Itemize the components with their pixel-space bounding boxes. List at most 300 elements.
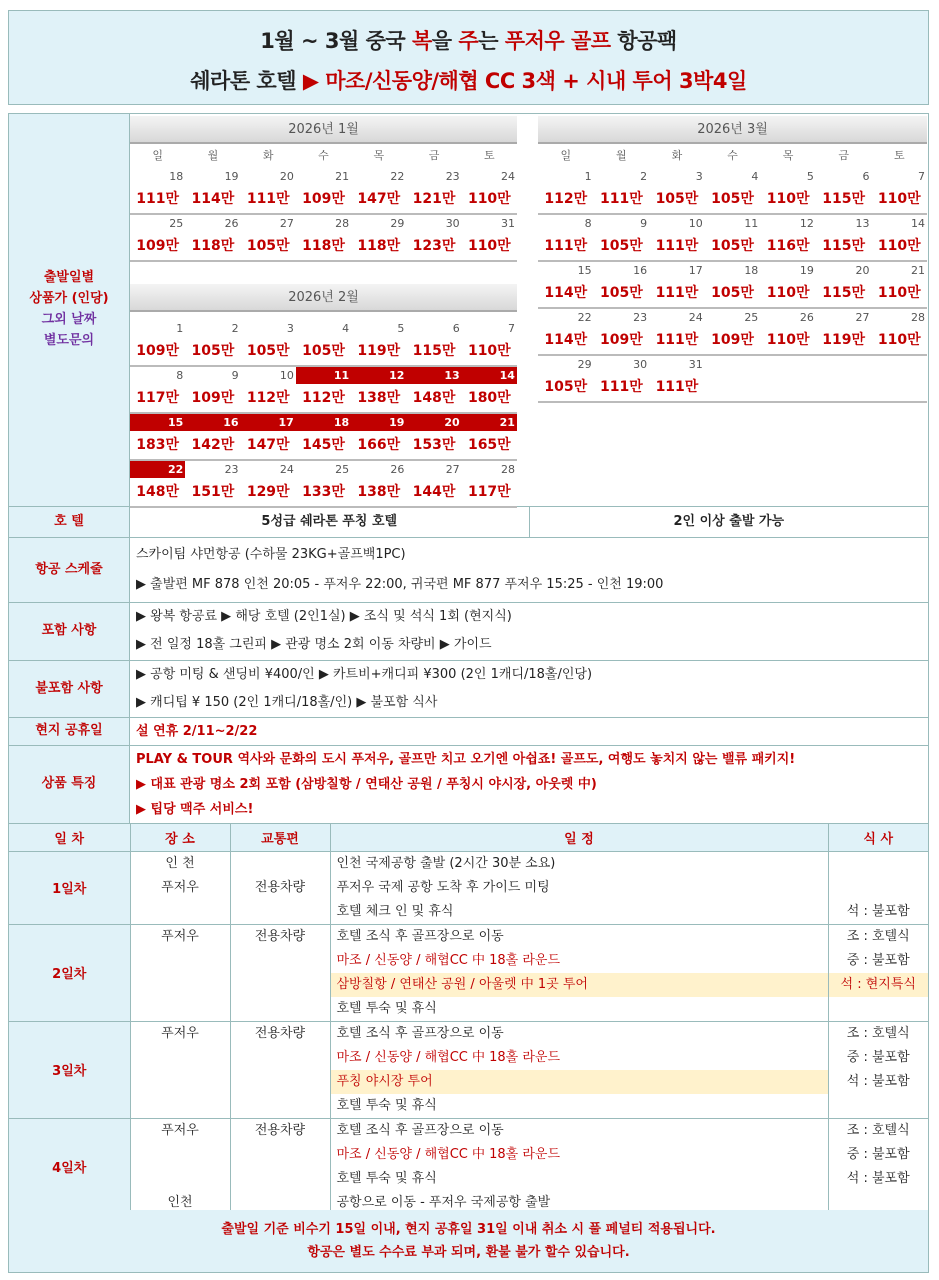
hotel-row bbox=[130, 507, 928, 538]
itinerary-meal bbox=[829, 876, 929, 900]
calendar-date: 25 bbox=[744, 311, 759, 324]
calendar-price bbox=[705, 373, 761, 401]
itinerary-transport bbox=[231, 1046, 330, 1070]
holiday-value: 설 연휴 2/11~2/22 bbox=[136, 724, 258, 739]
calendar-date: 28 bbox=[335, 217, 350, 230]
itinerary-place: 푸저우 bbox=[161, 879, 199, 895]
header-schedule: 일 정 bbox=[330, 824, 828, 851]
title-banner bbox=[8, 10, 929, 105]
calendar-date: 15 bbox=[577, 264, 592, 277]
calendar-date: 27 bbox=[855, 311, 870, 324]
itinerary-item: 호텔 조식 후 골프장으로 이동 bbox=[336, 1122, 504, 1138]
itinerary-meal: 중 : 불포함 bbox=[846, 952, 910, 968]
calendar-price: 138만 bbox=[357, 390, 401, 406]
hotel-name: 5성급 쉐라톤 푸칭 호텔 bbox=[261, 514, 398, 529]
calendar-date: 23 bbox=[224, 463, 239, 476]
itinerary-meal bbox=[829, 852, 929, 876]
calendar-week bbox=[130, 215, 517, 262]
itinerary-item: 호텔 체크 인 및 휴식 bbox=[336, 903, 454, 919]
calendar-price: 110만 bbox=[877, 285, 921, 301]
itinerary-meal: 조 : 호텔식 bbox=[846, 928, 910, 944]
itinerary-meal: 조 : 호텔식 bbox=[846, 1025, 910, 1041]
itinerary-place-cell bbox=[130, 1118, 230, 1215]
itinerary-place: 푸저우 bbox=[161, 928, 199, 944]
calendar-price: 121만 bbox=[412, 191, 456, 207]
itinerary-transport: 전용차량 bbox=[254, 1025, 306, 1041]
calendar-title: 2026년 2월 bbox=[130, 284, 517, 312]
calendar-date: 22 bbox=[577, 311, 592, 324]
calendar-date: 18 bbox=[169, 170, 184, 183]
calendar-price: 111만 bbox=[655, 379, 699, 395]
calendar-date: 28 bbox=[500, 463, 515, 476]
itinerary-meals-cell bbox=[828, 1118, 928, 1215]
calendar-price: 105만 bbox=[711, 191, 754, 207]
calendar-date: 19 bbox=[799, 264, 814, 277]
calendar-price: 117만 bbox=[136, 390, 180, 406]
calendar-title: 2026년 1월 bbox=[130, 116, 517, 144]
calendar-date: 16 bbox=[185, 414, 240, 431]
calendar-price: 111만 bbox=[544, 238, 588, 254]
itinerary-transport: 전용차량 bbox=[254, 1122, 306, 1138]
weekday-label: 일 bbox=[152, 149, 163, 162]
itinerary-day: 1일차 bbox=[9, 851, 130, 924]
weekday-label: 토 bbox=[484, 149, 495, 162]
calendar-date: 4 bbox=[751, 170, 759, 183]
calendar-price: 118만 bbox=[357, 238, 401, 254]
itinerary-item: 인천 국제공항 출발 (2시간 30분 소요) bbox=[336, 855, 556, 871]
calendar-price: 114만 bbox=[191, 191, 235, 207]
itinerary-day-row bbox=[9, 1021, 928, 1118]
calendar-date: 20 bbox=[279, 170, 294, 183]
itinerary-transport bbox=[231, 852, 330, 876]
calendar-date: 10 bbox=[688, 217, 703, 230]
calendar-price: 110만 bbox=[766, 191, 810, 207]
calendar-price: 111만 bbox=[599, 191, 643, 207]
calendar-date: 11 bbox=[296, 367, 351, 384]
flight-line-1: 스카이팀 샤먼항공 (수하물 23KG+골프백1PC) bbox=[136, 547, 406, 562]
calendar-price: 117만 bbox=[467, 484, 511, 500]
calendar-date: 21 bbox=[911, 264, 926, 277]
calendar-price: 111만 bbox=[246, 191, 290, 207]
calendar-price: 183만 bbox=[136, 437, 180, 453]
itinerary-place: 푸저우 bbox=[161, 1122, 199, 1138]
calendar-march bbox=[538, 116, 927, 403]
price-label: 출발일별 상품가 (인당) 그외 날짜 별도문의 bbox=[9, 114, 130, 507]
weekday-label: 화 bbox=[262, 149, 274, 162]
calendar-date: 2 bbox=[640, 170, 648, 183]
weekday-label: 금 bbox=[838, 149, 849, 162]
calendar-price: 180만 bbox=[467, 390, 511, 406]
calendar-price: 105만 bbox=[246, 343, 290, 359]
calendar-date: 21 bbox=[335, 170, 350, 183]
calendar-price: 111만 bbox=[655, 285, 699, 301]
itinerary-item: 마조 / 신동양 / 해협CC 中 18홀 라운드 bbox=[336, 952, 561, 968]
calendar-price: 105만 bbox=[246, 238, 290, 254]
included-row bbox=[130, 603, 928, 661]
itinerary-transport bbox=[231, 1070, 330, 1094]
calendar-date: 24 bbox=[688, 311, 703, 324]
notice-footer bbox=[9, 1210, 928, 1272]
weekday-label: 수 bbox=[318, 149, 329, 162]
calendar-date: 31 bbox=[688, 358, 703, 371]
calendar-date: 13 bbox=[855, 217, 870, 230]
calendar-week bbox=[538, 262, 927, 309]
calendar-price: 110만 bbox=[877, 238, 921, 254]
itinerary-item: 마조 / 신동양 / 해협CC 中 18홀 라운드 bbox=[336, 1146, 561, 1162]
calendar-price: 112만 bbox=[246, 390, 290, 406]
weekday-label: 화 bbox=[671, 149, 683, 162]
calendar-price: 109만 bbox=[136, 238, 180, 254]
calendar-date bbox=[760, 356, 816, 373]
features-label: 상품 특징 bbox=[9, 746, 130, 824]
calendar-date bbox=[705, 356, 761, 373]
features-line-1: PLAY & TOUR 역사와 문화의 도시 푸저우, 골프만 치고 오기엔 아쉽죠! 골프도, 여행도 놓치지 않는 밸류 패키지! bbox=[136, 752, 796, 767]
itinerary-place-cell bbox=[130, 1021, 230, 1118]
itinerary-transport bbox=[231, 1094, 330, 1118]
calendar-date: 4 bbox=[342, 322, 350, 335]
calendar-price: 110만 bbox=[467, 343, 511, 359]
calendar-price: 112만 bbox=[302, 390, 345, 406]
itinerary-item: 마조 / 신동양 / 해협CC 中 18홀 라운드 bbox=[336, 1049, 561, 1065]
weekday-label: 목 bbox=[373, 149, 385, 162]
flight-row bbox=[130, 538, 928, 603]
weekday-label: 월 bbox=[616, 149, 627, 162]
itinerary-items-cell bbox=[330, 924, 828, 1021]
itinerary-place-cell bbox=[130, 851, 230, 924]
calendar-week bbox=[538, 356, 927, 403]
calendar-price: 105만 bbox=[711, 285, 754, 301]
calendar-price: 105만 bbox=[655, 191, 699, 207]
itinerary-transport bbox=[231, 1143, 330, 1167]
calendar-date: 2 bbox=[231, 322, 239, 335]
excluded-row bbox=[130, 661, 928, 718]
itinerary-transport bbox=[231, 949, 330, 973]
calendar-date: 17 bbox=[241, 414, 296, 431]
title-line-1: 1월 ~ 3월 중국 복을 주는 푸저우 골프 항공팩 bbox=[260, 29, 677, 53]
calendar-date: 18 bbox=[296, 414, 351, 431]
itinerary-transport bbox=[231, 973, 330, 997]
calendar-price: 105만 bbox=[599, 238, 643, 254]
calendar-date: 8 bbox=[176, 369, 184, 382]
calendar-price: 133만 bbox=[302, 484, 345, 500]
calendar-price: 147만 bbox=[357, 191, 401, 207]
calendar-price: 109만 bbox=[136, 343, 180, 359]
calendar-price: 109만 bbox=[302, 191, 345, 207]
calendar-price: 115만 bbox=[822, 285, 866, 301]
calendar-price bbox=[760, 373, 816, 401]
calendar-price: 109만 bbox=[599, 332, 643, 348]
calendar-date: 24 bbox=[279, 463, 294, 476]
itinerary-meal: 석 : 불포함 bbox=[846, 903, 910, 919]
hotel-label: 호 텔 bbox=[9, 507, 130, 538]
header-day: 일 차 bbox=[9, 824, 130, 851]
notice-line-2: 항공은 별도 수수료 부과 되며, 환불 불가 할수 있습니다. bbox=[307, 1245, 630, 1260]
calendar-price: 116만 bbox=[766, 238, 810, 254]
holiday-row bbox=[130, 718, 928, 746]
calendar-price: 118만 bbox=[191, 238, 235, 254]
calendar-date: 20 bbox=[406, 414, 461, 431]
calendar-date: 1 bbox=[176, 322, 184, 335]
itinerary-item: 호텔 투숙 및 휴식 bbox=[336, 1000, 437, 1016]
calendar-date: 5 bbox=[397, 322, 405, 335]
calendar-price: 142만 bbox=[191, 437, 235, 453]
calendar-price: 147만 bbox=[246, 437, 290, 453]
itinerary-place bbox=[131, 997, 230, 1021]
calendar-title: 2026년 3월 bbox=[538, 116, 927, 144]
itinerary-transport-cell bbox=[230, 1021, 330, 1118]
itinerary-place: 인 천 bbox=[165, 855, 195, 871]
calendar-price: 115만 bbox=[822, 238, 866, 254]
itinerary-meal bbox=[829, 997, 929, 1021]
itinerary-transport bbox=[231, 900, 330, 924]
itinerary-meal: 석 : 불포함 bbox=[846, 1170, 910, 1186]
calendar-date: 30 bbox=[633, 358, 648, 371]
itinerary-meal bbox=[829, 1094, 929, 1118]
calendar-week bbox=[130, 168, 517, 215]
itinerary-item: 삼방칠항 / 연태산 공원 / 아울렛 中 1곳 투어 bbox=[331, 973, 828, 997]
weekday-label: 금 bbox=[428, 149, 440, 162]
itinerary-transport bbox=[231, 997, 330, 1021]
calendar-price: 129만 bbox=[246, 484, 290, 500]
weekday-label: 목 bbox=[782, 149, 794, 162]
calendar-date: 19 bbox=[351, 414, 406, 431]
itinerary-day-row bbox=[9, 1118, 928, 1215]
calendar-date: 16 bbox=[633, 264, 648, 277]
itinerary-item: 호텔 조식 후 골프장으로 이동 bbox=[336, 1025, 504, 1041]
calendar-date: 14 bbox=[462, 367, 517, 384]
header-meals: 식 사 bbox=[828, 824, 928, 851]
itinerary-place bbox=[131, 949, 230, 973]
calendar-week bbox=[130, 367, 517, 414]
itinerary-day: 3일차 bbox=[9, 1021, 130, 1118]
calendar-price: 148만 bbox=[412, 390, 456, 406]
itinerary-meals-cell bbox=[828, 1021, 928, 1118]
calendar-date: 6 bbox=[452, 322, 460, 335]
itinerary-transport: 전용차량 bbox=[254, 879, 306, 895]
itinerary-transport-cell bbox=[230, 1118, 330, 1215]
calendar-date: 9 bbox=[640, 217, 648, 230]
calendar-price: 144만 bbox=[412, 484, 456, 500]
calendar-price: 123만 bbox=[412, 238, 456, 254]
weekday-label: 일 bbox=[560, 149, 572, 162]
calendar-date: 29 bbox=[390, 217, 405, 230]
calendar-price: 105만 bbox=[544, 379, 588, 395]
calendar-date: 18 bbox=[744, 264, 759, 277]
itinerary-meal: 중 : 불포함 bbox=[846, 1146, 910, 1162]
calendar-date: 1 bbox=[584, 170, 592, 183]
itinerary-meal: 석 : 현지특식 bbox=[829, 973, 929, 997]
itinerary-item: 푸칭 야시장 투어 bbox=[331, 1070, 828, 1094]
calendar-date: 23 bbox=[633, 311, 648, 324]
calendar-date bbox=[871, 356, 927, 373]
itinerary-place bbox=[131, 1046, 230, 1070]
calendar-price: 110만 bbox=[467, 238, 511, 254]
itinerary-place bbox=[131, 1094, 230, 1118]
calendar-date: 13 bbox=[406, 367, 461, 384]
calendar-date: 14 bbox=[911, 217, 926, 230]
calendar-date: 19 bbox=[224, 170, 239, 183]
calendar-price: 105만 bbox=[711, 238, 754, 254]
calendar-date: 6 bbox=[862, 170, 870, 183]
itinerary-day: 4일차 bbox=[9, 1118, 130, 1215]
calendar-price: 109만 bbox=[191, 390, 235, 406]
calendar-price: 109만 bbox=[711, 332, 754, 348]
features-line-3: ▶ 팁당 맥주 서비스! bbox=[136, 802, 254, 817]
calendar-price: 151만 bbox=[191, 484, 235, 500]
calendar-date: 12 bbox=[351, 367, 406, 384]
calendar-date: 28 bbox=[911, 311, 926, 324]
excluded-line-2: ▶ 캐디팁 ¥ 150 (2인 1캐디/18홀/인) ▶ 불포함 식사 bbox=[136, 695, 438, 710]
itinerary-meals-cell bbox=[828, 851, 928, 924]
calendar-date: 26 bbox=[224, 217, 239, 230]
itinerary-place bbox=[131, 973, 230, 997]
calendar-price: 111만 bbox=[655, 238, 699, 254]
calendar-price: 105만 bbox=[191, 343, 235, 359]
itinerary-day-row bbox=[9, 851, 928, 924]
calendar-price: 148만 bbox=[136, 484, 180, 500]
itinerary-items-cell bbox=[330, 1118, 828, 1215]
itinerary bbox=[9, 824, 928, 1216]
calendar-week bbox=[538, 309, 927, 356]
calendar-price: 115만 bbox=[412, 343, 456, 359]
calendar-price: 119만 bbox=[822, 332, 866, 348]
calendar-price: 110만 bbox=[877, 191, 921, 207]
calendar-date: 26 bbox=[799, 311, 814, 324]
itinerary-transport-cell bbox=[230, 924, 330, 1021]
hotel-note: 2인 이상 출발 가능 bbox=[529, 507, 929, 537]
calendar-price: 114만 bbox=[544, 332, 588, 348]
calendar-date: 20 bbox=[855, 264, 870, 277]
calendar-price: 111만 bbox=[599, 379, 643, 395]
calendar-week bbox=[130, 320, 517, 367]
calendar-date: 25 bbox=[169, 217, 184, 230]
itinerary-place-cell bbox=[130, 924, 230, 1021]
calendar-price: 165만 bbox=[467, 437, 511, 453]
calendar-week bbox=[130, 414, 517, 461]
weekday-header bbox=[538, 144, 927, 168]
calendar-date: 17 bbox=[688, 264, 703, 277]
holiday-label: 현지 공휴일 bbox=[9, 718, 130, 746]
header-place: 장 소 bbox=[130, 824, 230, 851]
itinerary-item: 호텔 투숙 및 휴식 bbox=[336, 1097, 437, 1113]
itinerary-meal: 조 : 호텔식 bbox=[846, 1122, 910, 1138]
itinerary-transport-cell bbox=[230, 851, 330, 924]
calendar-price: 111만 bbox=[136, 191, 180, 207]
calendar-date: 8 bbox=[584, 217, 592, 230]
itinerary-place bbox=[131, 1167, 230, 1191]
calendar-date: 29 bbox=[577, 358, 592, 371]
itinerary-meal: 석 : 불포함 bbox=[846, 1073, 910, 1089]
flight-label: 항공 스케줄 bbox=[9, 538, 130, 603]
calendar-date: 15 bbox=[130, 414, 185, 431]
calendar-date: 12 bbox=[799, 217, 814, 230]
calendar-date bbox=[816, 356, 872, 373]
calendar-price: 105만 bbox=[599, 285, 643, 301]
itinerary-transport bbox=[231, 1167, 330, 1191]
itinerary-day-row bbox=[9, 924, 928, 1021]
itinerary-place: 인천 bbox=[167, 1194, 193, 1210]
calendar-price: 114만 bbox=[544, 285, 588, 301]
itinerary-item: 푸저우 국제 공항 도착 후 가이드 미팅 bbox=[336, 879, 550, 895]
calendar-date: 5 bbox=[806, 170, 814, 183]
calendar-date: 30 bbox=[445, 217, 460, 230]
calendar-january bbox=[130, 116, 517, 262]
calendar-week bbox=[538, 215, 927, 262]
itinerary-item: 호텔 투숙 및 휴식 bbox=[336, 1170, 437, 1186]
calendar-date: 22 bbox=[130, 461, 185, 478]
calendar-price: 111만 bbox=[655, 332, 699, 348]
calendar-price: 153만 bbox=[412, 437, 456, 453]
itinerary-item: 공항으로 이동 - 푸저우 국제공항 출발 bbox=[336, 1194, 551, 1210]
calendar-date: 7 bbox=[918, 170, 926, 183]
calendar-date: 22 bbox=[390, 170, 405, 183]
features-row bbox=[130, 746, 928, 824]
itinerary-place: 푸저우 bbox=[161, 1025, 199, 1041]
itinerary-items-cell bbox=[330, 1021, 828, 1118]
itinerary-meal: 중 : 불포함 bbox=[846, 1049, 910, 1065]
calendar-price: 110만 bbox=[766, 332, 810, 348]
calendar-date: 3 bbox=[286, 322, 294, 335]
calendar-date: 11 bbox=[744, 217, 759, 230]
calendar-price: 105만 bbox=[302, 343, 345, 359]
calendar-price: 145만 bbox=[302, 437, 345, 453]
itinerary-place bbox=[131, 900, 230, 924]
calendar-date: 3 bbox=[695, 170, 703, 183]
itinerary-items-cell bbox=[330, 851, 828, 924]
calendar-price bbox=[816, 373, 872, 401]
weekday-label: 토 bbox=[893, 149, 905, 162]
calendar-february bbox=[130, 284, 517, 508]
itinerary-transport: 전용차량 bbox=[254, 928, 306, 944]
calendar-date: 10 bbox=[279, 369, 294, 382]
calendar-price: 110만 bbox=[766, 285, 810, 301]
calendar-week bbox=[130, 461, 517, 508]
calendar-price: 118만 bbox=[302, 238, 345, 254]
calendar-price: 112만 bbox=[544, 191, 588, 207]
included-line-1: ▶ 왕복 항공료 ▶ 해당 호텔 (2인1실) ▶ 조식 및 석식 1회 (현지식) bbox=[136, 609, 512, 624]
calendar-date: 9 bbox=[231, 369, 239, 382]
calendar-date: 24 bbox=[500, 170, 515, 183]
calendar-price bbox=[871, 373, 927, 401]
calendar-price: 138만 bbox=[357, 484, 401, 500]
calendar-date: 7 bbox=[507, 322, 515, 335]
calendar-price: 115만 bbox=[822, 191, 866, 207]
calendar-price: 110만 bbox=[467, 191, 511, 207]
itinerary-place bbox=[131, 1143, 230, 1167]
product-table bbox=[8, 113, 929, 1273]
included-line-2: ▶ 전 일정 18홀 그린피 ▶ 관광 명소 2회 이동 차량비 ▶ 가이드 bbox=[136, 637, 492, 652]
weekday-label: 수 bbox=[727, 149, 738, 162]
calendar-date: 23 bbox=[445, 170, 460, 183]
excluded-line-1: ▶ 공항 미팅 & 샌딩비 ¥400/인 ▶ 카트비+캐디피 ¥300 (2인 1캐디/18홀/인당) bbox=[136, 667, 593, 682]
weekday-label: 월 bbox=[207, 149, 219, 162]
excluded-label: 불포함 사항 bbox=[9, 661, 130, 718]
calendar-date: 21 bbox=[462, 414, 517, 431]
calendar-date: 26 bbox=[390, 463, 405, 476]
calendar-date: 27 bbox=[279, 217, 294, 230]
itinerary-place bbox=[131, 1070, 230, 1094]
notice-line-1: 출발일 기준 비수기 15일 이내, 현지 공휴일 31일 이내 취소 시 풀 페널티 적용됩니다. bbox=[221, 1222, 716, 1237]
weekday-header bbox=[130, 144, 517, 168]
calendar-price: 119만 bbox=[357, 343, 401, 359]
features-line-2: ▶ 대표 관광 명소 2회 포함 (삼방칠항 / 연태산 공원 / 푸칭시 야시장, 아웃렛 中) bbox=[136, 777, 597, 792]
included-label: 포함 사항 bbox=[9, 603, 130, 661]
calendar-date: 31 bbox=[500, 217, 515, 230]
title-line-2: 쉐라톤 호텔 ▶ 마조/신동양/해협 CC 3색 + 시내 투어 3박4일 bbox=[190, 69, 747, 93]
flight-line-2: ▶ 출발편 MF 878 인천 20:05 - 푸저우 22:00, 귀국편 MF 877 푸저우 15:25 - 인천 19:00 bbox=[136, 577, 664, 592]
calendar-price: 166만 bbox=[357, 437, 401, 453]
calendar-price: 110만 bbox=[877, 332, 921, 348]
